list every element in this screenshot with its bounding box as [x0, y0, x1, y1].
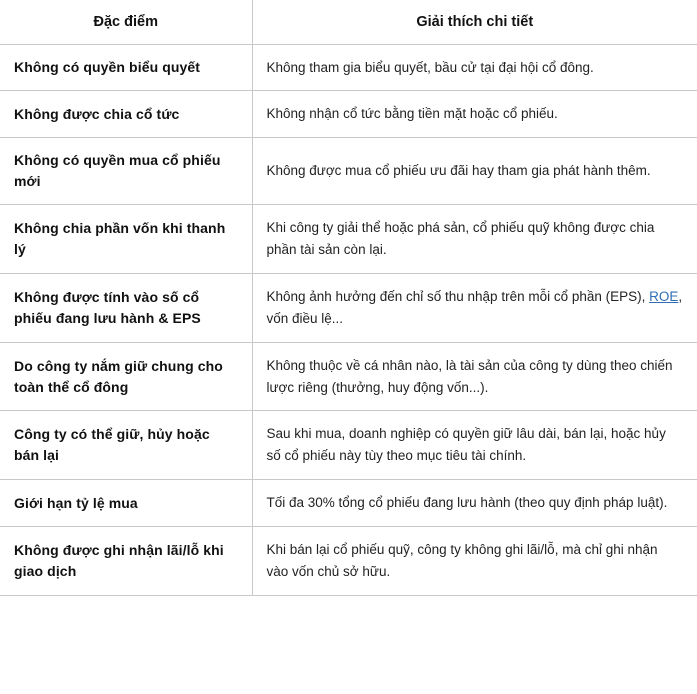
feature-cell: Do công ty nắm giữ chung cho toàn thể cổ đông [0, 342, 252, 411]
table-row [0, 91, 697, 138]
table-row [0, 342, 697, 411]
table-header [0, 0, 697, 44]
column-header-explanation: Giải thích chi tiết [252, 0, 697, 44]
feature-cell: Không có quyền biểu quyết [0, 44, 252, 91]
explanation-cell: Không thuộc về cá nhân nào, là tài sản của công ty dùng theo chiến lược riêng (thưởng, huy động vốn...). [252, 342, 697, 411]
explanation-text-after: , vốn điều lệ... [266, 288, 683, 326]
table-header-row [0, 0, 697, 44]
column-header-feature: Đặc điểm [0, 0, 252, 44]
table-row [0, 44, 697, 91]
explanation-cell: Không nhận cổ tức bằng tiền mặt hoặc cổ phiếu. [252, 91, 697, 138]
explanation-cell: Khi bán lại cổ phiếu quỹ, công ty không ghi lãi/lỗ, mà chỉ ghi nhận vào vốn chủ sở hữu. [252, 526, 697, 595]
feature-cell: Không chia phần vốn khi thanh lý [0, 205, 252, 274]
explanation-cell: Sau khi mua, doanh nghiệp có quyền giữ lâu dài, bán lại, hoặc hủy số cổ phiếu này tùy theo mục tiêu tài chính. [252, 411, 697, 480]
explanation-cell [252, 273, 697, 342]
feature-cell: Không được chia cổ tức [0, 91, 252, 138]
feature-cell: Không có quyền mua cổ phiếu mới [0, 138, 252, 205]
table-row [0, 480, 697, 527]
explanation-text-before: Không ảnh hưởng đến chỉ số thu nhập trên mỗi cổ phần (EPS), [266, 288, 650, 304]
table-row [0, 205, 697, 274]
explanation-cell: Khi công ty giải thể hoặc phá sản, cổ phiếu quỹ không được chia phần tài sản còn lại. [252, 205, 697, 274]
table-body [0, 44, 697, 595]
explanation-cell: Tối đa 30% tổng cổ phiếu đang lưu hành (theo quy định pháp luật). [252, 480, 697, 527]
table-row [0, 138, 697, 205]
feature-cell: Giới hạn tỷ lệ mua [0, 480, 252, 527]
table-row [0, 526, 697, 595]
explanation-cell: Không được mua cổ phiếu ưu đãi hay tham gia phát hành thêm. [252, 138, 697, 205]
feature-cell: Không được tính vào số cổ phiếu đang lưu hành & EPS [0, 273, 252, 342]
feature-cell: Công ty có thể giữ, hủy hoặc bán lại [0, 411, 252, 480]
roe-link[interactable]: ROE [649, 288, 679, 304]
explanation-cell: Không tham gia biểu quyết, bầu cử tại đại hội cổ đông. [252, 44, 697, 91]
table-row [0, 273, 697, 342]
feature-cell: Không được ghi nhận lãi/lỗ khi giao dịch [0, 526, 252, 595]
table-row [0, 411, 697, 480]
